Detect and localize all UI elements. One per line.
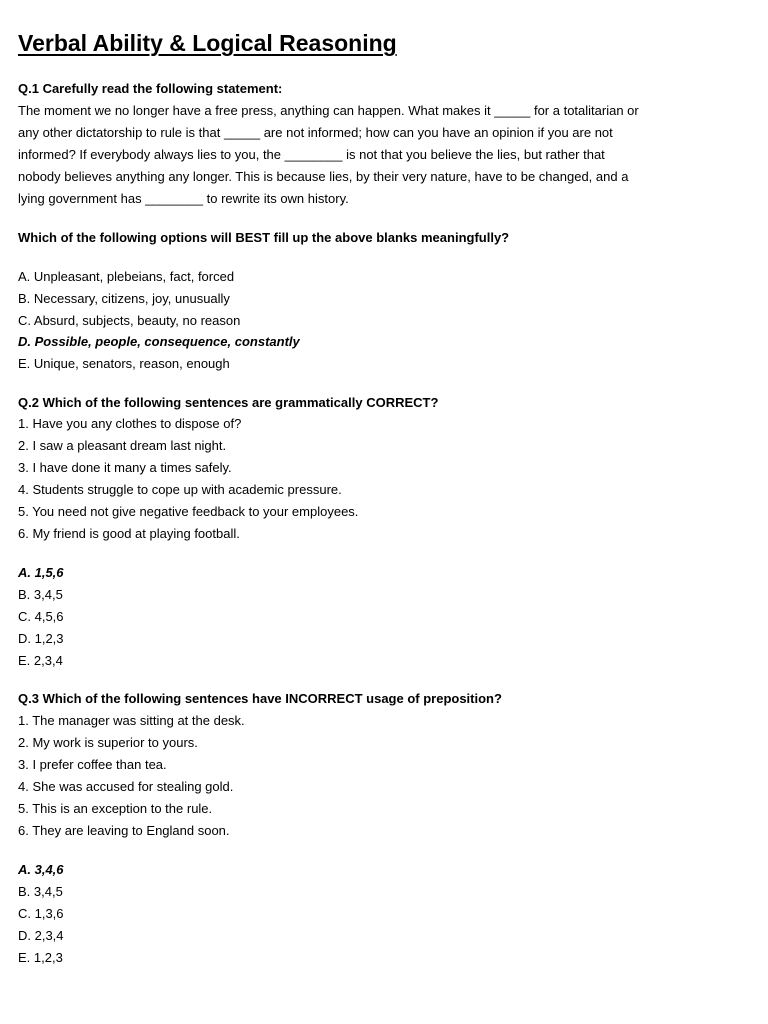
q3-option-e: E. 1,2,3 <box>18 950 63 965</box>
q1-prompt: Which of the following options will BEST fill up the above blanks meaningfully? <box>18 230 510 245</box>
q3-option-b: B. 3,4,5 <box>18 884 63 899</box>
q1-option-e: E. Unique, senators, reason, enough <box>18 356 230 371</box>
q2-sentence: 3. I have done it many a times safely. <box>18 460 232 475</box>
q3-sentence: 1. The manager was sitting at the desk. <box>18 713 245 728</box>
q1-heading: Q.1 Carefully read the following statement: <box>18 81 283 96</box>
q3-option-c: C. 1,3,6 <box>18 906 64 921</box>
q2-option-b: B. 3,4,5 <box>18 587 63 602</box>
q1-option-b: B. Necessary, citizens, joy, unusually <box>18 291 230 306</box>
q1-option-c: C. Absurd, subjects, beauty, no reason <box>18 313 241 328</box>
q3-heading: Q.3 Which of the following sentences have INCORRECT usage of preposition? <box>18 691 502 706</box>
q2-sentence: 1. Have you any clothes to dispose of? <box>18 416 242 431</box>
q3-sentence: 2. My work is superior to yours. <box>18 735 198 750</box>
q1-passage-line: The moment we no longer have a free press, anything can happen. What makes it _____ for a totalitarian or <box>18 103 639 118</box>
q1-option-a: A. Unpleasant, plebeians, fact, forced <box>18 269 235 284</box>
q3-option-d: D. 2,3,4 <box>18 928 64 943</box>
q2-option-c: C. 4,5,6 <box>18 609 64 624</box>
q1-passage-line: any other dictatorship to rule is that _____ are not informed; how can you have an opinion if you are not <box>18 125 613 140</box>
q2-option-d: D. 1,2,3 <box>18 631 64 646</box>
q1-passage-line: lying government has ________ to rewrite its own history. <box>18 191 349 206</box>
q1-option-d-answer: D. Possible, people, consequence, constantly <box>18 334 300 349</box>
q2-sentence: 5. You need not give negative feedback to your employees. <box>18 504 359 519</box>
document-title: Verbal Ability & Logical Reasoning <box>18 30 397 56</box>
q1-passage-line: nobody believes anything any longer. This is because lies, by their very nature, have to be changed, and a <box>18 169 629 184</box>
q3-sentence: 5. This is an exception to the rule. <box>18 801 213 816</box>
q3-sentence: 6. They are leaving to England soon. <box>18 823 230 838</box>
q3-sentence: 3. I prefer coffee than tea. <box>18 757 167 772</box>
q2-sentence: 6. My friend is good at playing football. <box>18 526 240 541</box>
q1-passage-line: informed? If everybody always lies to you, the ________ is not that you believe the lies, but rather that <box>18 147 605 162</box>
q3-option-a-answer: A. 3,4,6 <box>18 862 64 877</box>
q3-sentence: 4. She was accused for stealing gold. <box>18 779 234 794</box>
q2-heading: Q.2 Which of the following sentences are grammatically CORRECT? <box>18 395 439 410</box>
q2-sentence: 2. I saw a pleasant dream last night. <box>18 438 227 453</box>
q2-sentence: 4. Students struggle to cope up with academic pressure. <box>18 482 342 497</box>
q2-option-a-answer: A. 1,5,6 <box>18 565 64 580</box>
q2-option-e: E. 2,3,4 <box>18 653 63 668</box>
